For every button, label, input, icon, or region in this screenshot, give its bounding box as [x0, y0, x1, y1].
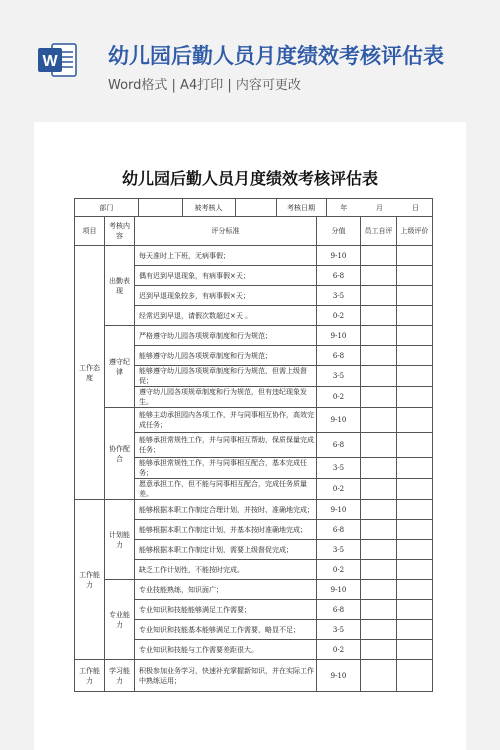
- superior-eval-cell[interactable]: [397, 500, 433, 520]
- self-eval-cell[interactable]: [361, 286, 397, 306]
- superior-eval-cell[interactable]: [397, 540, 433, 560]
- group-label: 专业能力: [105, 580, 135, 660]
- self-eval-cell[interactable]: [361, 408, 397, 433]
- assessee-label: 被考核人: [182, 199, 235, 216]
- department-label: 部门: [75, 199, 138, 216]
- table-row: [75, 580, 433, 600]
- self-eval-cell[interactable]: [361, 660, 397, 692]
- superior-eval-cell[interactable]: [397, 640, 433, 660]
- superior-eval-cell[interactable]: [397, 346, 433, 366]
- self-eval-cell[interactable]: [361, 600, 397, 620]
- score-cell: 9-10: [317, 326, 361, 346]
- superior-eval-cell[interactable]: [397, 387, 433, 408]
- score-cell: 0-2: [317, 640, 361, 660]
- info-row: [75, 199, 433, 217]
- superior-eval-cell[interactable]: [397, 520, 433, 540]
- header-self-eval: 员工自评: [361, 217, 397, 246]
- self-eval-cell[interactable]: [361, 500, 397, 520]
- superior-eval-cell[interactable]: [397, 600, 433, 620]
- self-eval-cell[interactable]: [361, 266, 397, 286]
- standard-cell: 能够承担常规性工作，并与同事相互配合，基本完成任务；: [135, 458, 317, 479]
- standard-cell: 严格遵守幼儿园各项规章制度和行为规范；: [135, 326, 317, 346]
- standard-cell: 遵守幼儿园各项规章制度和行为规范，但有违纪现象发生。: [135, 387, 317, 408]
- assessee-field[interactable]: [235, 199, 276, 216]
- self-eval-cell[interactable]: [361, 346, 397, 366]
- group-label: 学习能力: [105, 660, 135, 692]
- superior-eval-cell[interactable]: [397, 286, 433, 306]
- superior-eval-cell[interactable]: [397, 458, 433, 479]
- self-eval-cell[interactable]: [361, 479, 397, 500]
- standard-cell: 积极参加业务学习，快速补充掌握新知识，并在实际工作中熟练运用；: [135, 660, 317, 692]
- self-eval-cell[interactable]: [361, 580, 397, 600]
- date-label: 考核日期: [276, 199, 326, 216]
- svg-text:W: W: [42, 53, 58, 70]
- score-cell: 6-8: [317, 346, 361, 366]
- standard-cell: 能够根据本职工作制定计划，并基本按时准确地完成；: [135, 520, 317, 540]
- standard-cell: 愿意承担工作，但不能与同事相互配合，完成任务质量差。: [135, 479, 317, 500]
- standard-cell: 能够根据本职工作制定合理计划，并按时、准确地完成；: [135, 500, 317, 520]
- superior-eval-cell[interactable]: [397, 479, 433, 500]
- standard-cell: 缺乏工作计划性，不能按时完成。: [135, 560, 317, 580]
- banner-title: 幼儿园后勤人员月度绩效考核评估表: [108, 44, 444, 68]
- standard-cell: 能够承担常规性工作，并与同事相互帮助，保质保量完成任务；: [135, 433, 317, 458]
- header-standard: 评分标准: [135, 217, 317, 246]
- superior-eval-cell[interactable]: [397, 560, 433, 580]
- score-cell: 9-10: [317, 408, 361, 433]
- superior-eval-cell[interactable]: [397, 580, 433, 600]
- superior-eval-cell[interactable]: [397, 433, 433, 458]
- self-eval-cell[interactable]: [361, 620, 397, 640]
- group-label: 出勤表现: [105, 246, 135, 326]
- group-label: 遵守纪律: [105, 326, 135, 408]
- score-cell: 0-2: [317, 479, 361, 500]
- score-cell: 6-8: [317, 433, 361, 458]
- superior-eval-cell[interactable]: [397, 660, 433, 692]
- header-superior-eval: 上级评价: [397, 217, 433, 246]
- date-day[interactable]: 日: [412, 203, 419, 212]
- table-row: [75, 326, 433, 346]
- department-field[interactable]: [138, 199, 182, 216]
- score-cell: 9-10: [317, 660, 361, 692]
- standard-cell: 专业知识和技能与工作需要差距很大。: [135, 640, 317, 660]
- date-month[interactable]: 月: [376, 203, 383, 212]
- self-eval-cell[interactable]: [361, 433, 397, 458]
- superior-eval-cell[interactable]: [397, 620, 433, 640]
- self-eval-cell[interactable]: [361, 540, 397, 560]
- section-label: 工作能力: [75, 500, 105, 660]
- self-eval-cell[interactable]: [361, 366, 397, 387]
- table-row: [75, 500, 433, 520]
- score-cell: 9-10: [317, 580, 361, 600]
- document-title: 幼儿园后勤人员月度绩效考核评估表: [121, 169, 378, 188]
- standard-cell: 能够根据本职工作制定计划，需要上级督促完成；: [135, 540, 317, 560]
- header-content: 考核内容: [105, 217, 135, 246]
- superior-eval-cell[interactable]: [397, 366, 433, 387]
- self-eval-cell[interactable]: [361, 640, 397, 660]
- self-eval-cell[interactable]: [361, 306, 397, 326]
- score-cell: 6-8: [317, 520, 361, 540]
- superior-eval-cell[interactable]: [397, 266, 433, 286]
- score-cell: 0-2: [317, 306, 361, 326]
- table-row: [75, 408, 433, 433]
- banner-subtitle: Word格式 | A4打印 | 内容可更改: [108, 78, 301, 93]
- standard-cell: 每天准时上下班，无病事假；: [135, 246, 317, 266]
- section-label: 工作态度: [75, 246, 105, 500]
- date-year[interactable]: 年: [340, 203, 348, 212]
- score-cell: 3-5: [317, 366, 361, 387]
- superior-eval-cell[interactable]: [397, 408, 433, 433]
- superior-eval-cell[interactable]: [397, 306, 433, 326]
- standard-cell: 能够遵守幼儿园各项规章制度和行为规范，但需上级督促；: [135, 366, 317, 387]
- word-icon: [38, 42, 78, 78]
- self-eval-cell[interactable]: [361, 246, 397, 266]
- header-row: [75, 217, 433, 246]
- table-row: [75, 660, 433, 692]
- table-row: [75, 246, 433, 266]
- standard-cell: 能够遵守幼儿园各项规章制度和行为规范；: [135, 346, 317, 366]
- superior-eval-cell[interactable]: [397, 246, 433, 266]
- assessment-table: [74, 198, 433, 692]
- standard-cell: 专业知识和技能基本能够满足工作需要，略显不足；: [135, 620, 317, 640]
- score-cell: 6-8: [317, 266, 361, 286]
- standard-cell: 专业知识和技能能够满足工作需要；: [135, 600, 317, 620]
- group-label: 协作配合: [105, 408, 135, 500]
- superior-eval-cell[interactable]: [397, 326, 433, 346]
- score-cell: 3-5: [317, 620, 361, 640]
- score-cell: 9-10: [317, 500, 361, 520]
- header-item: 项目: [75, 217, 105, 246]
- score-cell: 6-8: [317, 600, 361, 620]
- self-eval-cell[interactable]: [361, 387, 397, 408]
- score-cell: 3-5: [317, 286, 361, 306]
- self-eval-cell[interactable]: [361, 458, 397, 479]
- standard-cell: 专业技能熟练，知识面广；: [135, 580, 317, 600]
- group-label: 计划能力: [105, 500, 135, 580]
- score-cell: 0-2: [317, 387, 361, 408]
- self-eval-cell[interactable]: [361, 560, 397, 580]
- header-score: 分值: [317, 217, 361, 246]
- self-eval-cell[interactable]: [361, 326, 397, 346]
- score-cell: 9-10: [317, 246, 361, 266]
- standard-cell: 能够主动承担园内各项工作，并与同事相互协作，高效完成任务；: [135, 408, 317, 433]
- standard-cell: 经常迟到早退，请假次数超过×天 。: [135, 306, 317, 326]
- section-label: 工作能力: [75, 660, 105, 692]
- self-eval-cell[interactable]: [361, 520, 397, 540]
- standard-cell: 偶有迟到早退现象，有病事假×天；: [135, 266, 317, 286]
- score-cell: 0-2: [317, 560, 361, 580]
- score-cell: 3-5: [317, 458, 361, 479]
- score-cell: 3-5: [317, 540, 361, 560]
- standard-cell: 迟到早退现象较多，有病事假×天；: [135, 286, 317, 306]
- document-page: [34, 122, 466, 750]
- header-banner: [0, 0, 500, 110]
